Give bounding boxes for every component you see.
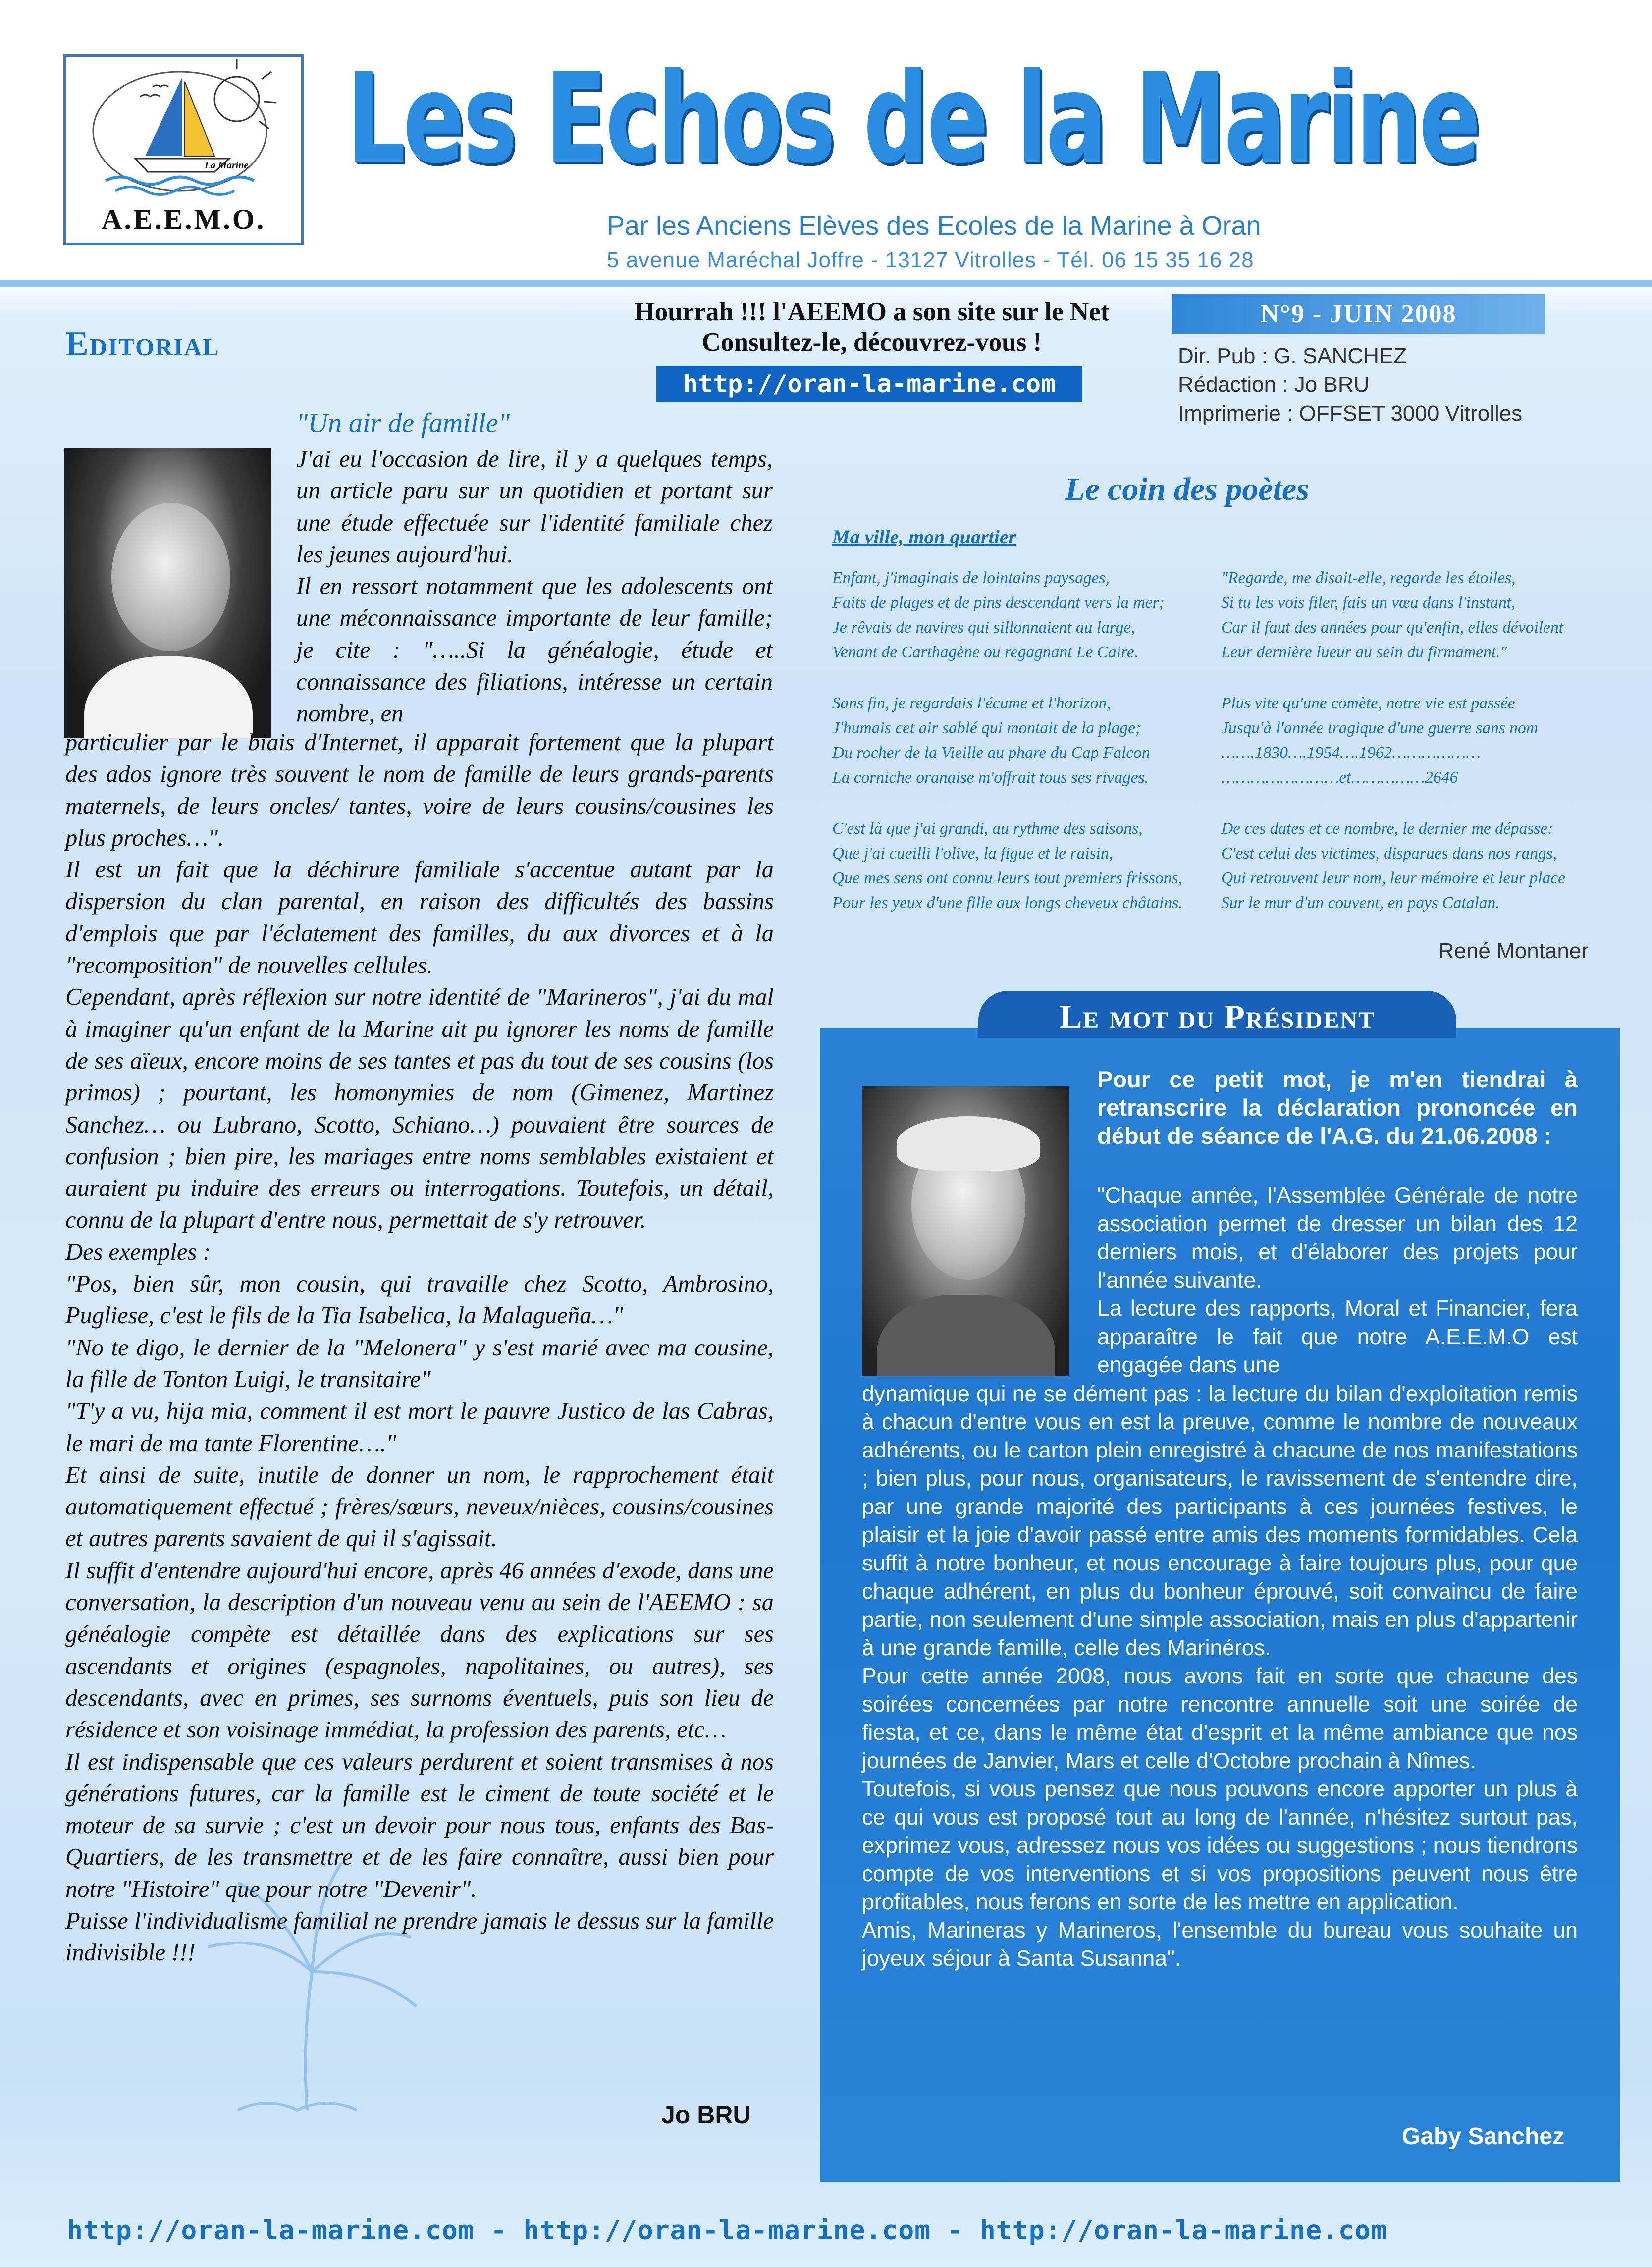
- president-shirt: [877, 1295, 1055, 1376]
- editorial-paragraph: Des exemples :: [65, 1239, 211, 1265]
- poem-stanza: [1221, 566, 1563, 665]
- poem-line: C'est là que j'ai grandi, au rythme des saisons,: [832, 819, 1143, 838]
- poem-line: Jusqu'à l'année tragique d'une guerre sans nom: [1221, 719, 1538, 737]
- poem-line: Leur dernière lueur au sein du firmament.": [1221, 643, 1507, 661]
- logo-caption: A.E.E.M.O.: [101, 203, 266, 235]
- editorial-title: "Un air de famille": [296, 408, 510, 438]
- president-paragraph: Toutefois, si vous pensez que nous pouvons encore apporter un plus à ce qui vous est proposé tout au long de l'année, n'hésitez surtout pas, exprimez vous, adressez nous vos idées ou suggestions ; nous tiendrons compte de vos interventions et si vos propositions peuvent nous être profitables, nous ferons en sorte de les mettre en application.: [862, 1777, 1578, 1914]
- editorial-paragraph: "No te digo, le dernier de la "Melonera" y s'est marié avec ma cousine, la fille de Tonton Luigi, le transitaire": [65, 1334, 774, 1393]
- poem-line: Du rocher de la Vieille au phare du Cap Falcon: [832, 744, 1150, 762]
- poem-author: René Montaner: [1438, 939, 1589, 963]
- sailboat-icon: [66, 57, 301, 201]
- editorial-paragraph: J'ai eu l'occasion de lire, il y a quelques temps, un article paru sur un quotidien et portant sur une étude effectuée sur l'identité familiale chez les jeunes aujourd'hui.: [296, 446, 773, 568]
- poem-stanza: [1221, 691, 1538, 790]
- author-shirt: [84, 656, 253, 738]
- editorial-paragraph: Et ainsi de suite, inutile de donner un nom, le rapprochement était automatiquement effectué ; frères/sœurs, neveux/nièces, cousins/cousines et autres parents savaient de qui il s'agissait.: [65, 1461, 774, 1552]
- editorial-heading: Editorial: [65, 325, 220, 363]
- president-paragraph: La lecture des rapports, Moral et Financier, fera apparaître le fait que notre A.E.E.M.O est engagée dans une: [1097, 1296, 1578, 1377]
- poem-line: Sans fin, je regardais l'écume et l'horizon,: [832, 694, 1111, 712]
- author-photo: [64, 448, 271, 738]
- editorial-paragraph: Il en ressort notamment que les adolescents ont une méconnaissance importante de leur famille; je cite : "…..Si la généalogie, étude et connaissance des filiations, intéresse un certain nombre, en: [296, 573, 773, 727]
- address: 5 avenue Maréchal Joffre - 13127 Vitrolles - Tél. 06 15 35 16 28: [607, 248, 1254, 272]
- site-announcement: [594, 296, 1149, 358]
- editorial-paragraph: Cependant, après réflexion sur notre identité de "Marineros", j'ai du mal à imaginer qu'un enfant de la Marine ait pu ignorer les noms de famille de ses aïeux, encore moins de ses tantes et pas du tout de ses cousins (los primos) ; pourtant, les homonymies de nom (Gimenez, Martinez Sanchez… ou Lubrano, Scotto, Schiano…) pouvaient être sources de confusion ; bien pire, les mariages entre noms semblables existaient et auraient pu induire des erreurs ou interrogations. Toutefois, un détail, connu de la plupart d'entre nous, permettait de s'y retrouver.: [65, 984, 774, 1234]
- poem-line: Pour les yeux d'une fille aux longs cheveux châtains.: [832, 894, 1183, 912]
- poem-line: De ces dates et ce nombre, le dernier me dépasse:: [1221, 819, 1553, 838]
- editorial-paragraph: particulier par le biais d'Internet, il apparait fortement que la plupart des ados ignore très souvent le nom de famille de leurs grands-parents maternels, de leurs oncles/ tantes, voire de leurs cousins/cousines les plus proches…".: [65, 729, 774, 851]
- editorial-paragraph: Puisse l'individualisme familial ne prendre jamais le dessus sur la famille indivisible !!!: [65, 1907, 774, 1966]
- tagline: Par les Anciens Elèves des Ecoles de la Marine à Oran: [607, 211, 1261, 241]
- announcement-line-2: Consultez-le, découvrez-vous !: [701, 328, 1042, 357]
- footer-url[interactable]: http://oran-la-marine.com - http://oran-la-marine.com - http://oran-la-marine.com: [67, 2215, 1387, 2246]
- editorial-paragraph: "Pos, bien sûr, mon cousin, qui travaille chez Scotto, Ambrosino, Pugliese, c'est le fils de la Tia Isabelica, la Malagueña…": [65, 1271, 774, 1329]
- president-text-top: [1097, 1182, 1578, 1379]
- header-rule: [0, 280, 1652, 287]
- editorial-paragraph: Il suffit d'entendre aujourd'hui encore, après 46 années d'exode, dans une conversation, la description d'un nouveau venu au sein de l'AEEMO : sa généalogie compète est détaillée dans des explications sur ses ascendants et origines (espagnoles, napolitaines, ou autres), ses descendants, avec en primes, ses surnoms éventuels, puis son lieu de résidence et son voisinage immédiat, la profession des parents, etc…: [65, 1557, 774, 1743]
- president-signature: Gaby Sanchez: [1402, 2123, 1565, 2150]
- editorial-body: [65, 727, 774, 1969]
- poem-line: La corniche oranaise m'offrait tous ses rivages.: [832, 768, 1149, 787]
- poem-line: Plus vite qu'une comète, notre vie est passée: [1221, 694, 1515, 712]
- president-hair: [897, 1116, 1040, 1171]
- poem-line: Que j'ai cueilli l'olive, la figue et le raisin,: [832, 844, 1113, 863]
- poem-line: C'est celui des victimes, disparues dans nos rangs,: [1221, 844, 1557, 863]
- credit-publisher: Dir. Pub : G. SANCHEZ: [1178, 344, 1407, 368]
- president-paragraph: Pour cette année 2008, nous avons fait en sorte que chacune des soirées concernées par notre rencontre annuelle soit une soirée de fiesta, et ce, dans le même état d'esprit et la même ambiance que nos journées de Janvier, Mars et celle d'Octobre prochain à Nîmes.: [862, 1664, 1578, 1773]
- president-intro: Pour ce petit mot, je m'en tiendrai à retranscrire la déclaration prononcée en début de séance de l'A.G. du 21.06.2008 :: [1097, 1066, 1578, 1149]
- editorial-paragraph: "T'y a vu, hija mia, comment il est mort le pauvre Justico de las Cabras, le mari de ma tante Florentine….": [65, 1398, 774, 1457]
- editorial-signature: Jo BRU: [661, 2101, 751, 2129]
- poem-line: Sur le mur d'un couvent, en pays Catalan.: [1221, 894, 1500, 912]
- poem-stanza: [832, 566, 1165, 665]
- president-heading: Le mot du Président: [1059, 998, 1376, 1035]
- credit-printer: Imprimerie : OFFSET 3000 Vitrolles: [1178, 401, 1523, 426]
- author-face: [111, 503, 230, 651]
- masthead-title: Les Echos de la Marine: [347, 47, 1479, 191]
- palm-tree-icon: [178, 1843, 436, 2120]
- president-paragraph: "Chaque année, l'Assemblée Générale de notre association permet de dresser un bilan des 12 derniers mois, et d'élaborer des projets pour l'année suivante.: [1097, 1184, 1578, 1293]
- president-photo: [862, 1086, 1069, 1376]
- president-paragraph: dynamique qui ne se dément pas : la lecture du bilan d'exploitation remis à chacun d'entre vous en est la preuve, comme le nombre de nouveaux adhérents, ou le carton plein enregistré à chacune de nos manifestations ; bien plus, pour nous, organisateurs, le ravissement de s'entendre dire, par une grande majorité des participants à ces journées festives, le plaisir et la joie d'avoir passé entre amis des moments formidables. Cela suffit à notre bonheur, et nous encourage à faire toujours plus, pour que chaque adhérent, en plus du bonheur éprouvé, soit convaincu de faire partie, non seulement d'une simple association, mais en plus d'appartenir à une grande famille, celle des Marinéros.: [862, 1382, 1578, 1660]
- poem-line: Enfant, j'imaginais de lointains paysages,: [832, 569, 1110, 587]
- poem-stanza: [832, 691, 1150, 790]
- credits: [1178, 342, 1522, 428]
- credit-editor: Rédaction : Jo BRU: [1178, 373, 1370, 397]
- poem-line: Qui retrouvent leur nom, leur mémoire et leur place: [1221, 869, 1565, 887]
- editorial-intro: [296, 443, 773, 730]
- poem-line: ……………………et……………2646: [1221, 768, 1458, 787]
- poem-stanza: [1221, 816, 1565, 916]
- poem-line: Que mes sens ont connu leurs tout premiers frissons,: [832, 869, 1182, 887]
- president-paragraph: Amis, Marineras y Marineros, l'ensemble du bureau vous souhaite un joyeux séjour à Santa Susanna".: [862, 1918, 1578, 1971]
- poem-stanza: [832, 816, 1183, 916]
- poem-line: "Regarde, me disait-elle, regarde les étoiles,: [1221, 569, 1516, 587]
- announcement-line-1: Hourrah !!! l'AEEMO a son site sur le Net: [634, 297, 1110, 326]
- poem-title: Ma ville, mon quartier: [832, 526, 1016, 548]
- site-url-link[interactable]: http://oran-la-marine.com: [656, 366, 1082, 402]
- issue-number: N°9 - JUIN 2008: [1172, 294, 1545, 334]
- poem-line: Car il faut des années pour qu'enfin, elles dévoilent: [1221, 618, 1564, 637]
- editorial-paragraph: Il est un fait que la déchirure familiale s'accentue autant par la dispersion du clan parental, en raison des difficultés des bassins d'emplois que par l'éclatement des familles, du aux divorces et à la "recomposition" de nouvelles cellules.: [65, 857, 774, 979]
- president-text-body: [862, 1380, 1578, 1973]
- svg-text:La Marine: La Marine: [205, 160, 249, 171]
- poem-line: …….1830….1954….1962………………: [1221, 744, 1481, 762]
- poem-line: J'humais cet air sablé qui montait de la plage;: [832, 719, 1141, 737]
- poem-line: Venant de Carthagène ou regagnant Le Caire.: [832, 643, 1139, 661]
- poets-heading: Le coin des poètes: [1065, 471, 1310, 507]
- poem-line: Faits de plages et de pins descendant vers la mer;: [832, 594, 1165, 612]
- aeemo-logo: [63, 54, 304, 245]
- editorial-paragraph: Il est indispensable que ces valeurs perdurent et soient transmises à nos générations futures, car la famille est le ciment de toute société et le moteur de sa survie ; c'est un devoir pour nous tous, enfants des Bas-Quartiers, de les transmettre et de les faire connaître, aussi bien pour notre "Histoire" que pour notre "Devenir".: [65, 1748, 774, 1902]
- poem-line: Je rêvais de navires qui sillonnaient au large,: [832, 618, 1135, 637]
- poem-line: Si tu les vois filer, fais un vœu dans l'instant,: [1221, 594, 1516, 612]
